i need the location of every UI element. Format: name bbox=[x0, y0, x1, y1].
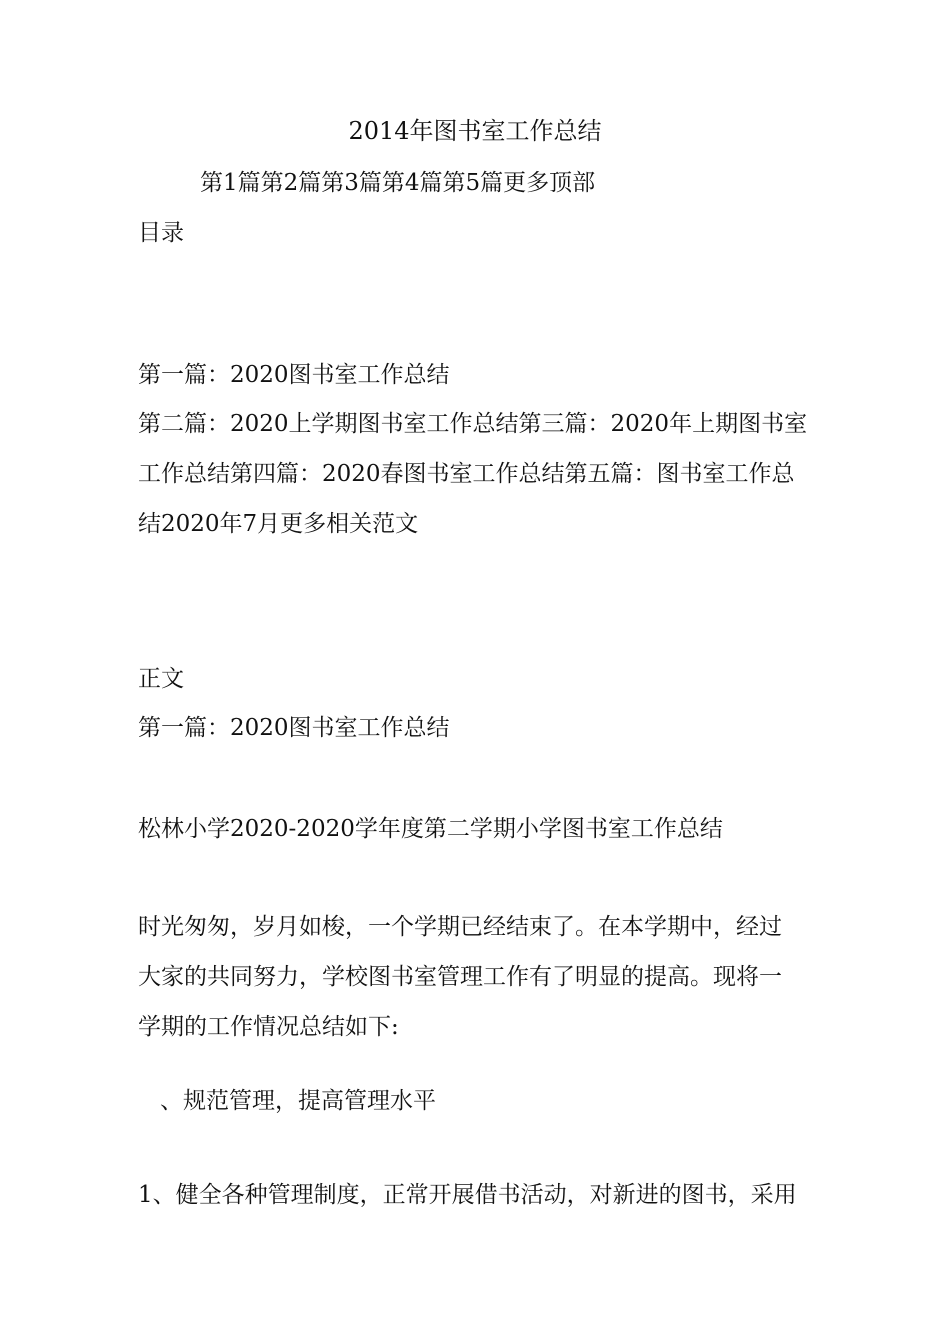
toc-entry: 第一篇：2020图书室工作总结 bbox=[138, 362, 450, 388]
article-subtitle: 松林小学2020-2020学年度第二学期小学图书室工作总结 bbox=[138, 816, 723, 842]
toc-entry: 结2020年7月更多相关范文 bbox=[138, 511, 419, 537]
toc-entry: 工作总结第四篇：2020春图书室工作总结第五篇：图书室工作总 bbox=[138, 461, 795, 487]
chapter-navigation: 第1篇第2篇第3篇第4篇第5篇更多顶部 bbox=[200, 170, 596, 196]
section-heading: 、规范管理，提高管理水平 bbox=[160, 1088, 436, 1114]
toc-entry: 第二篇：2020上学期图书室工作总结第三篇：2020年上期图书室 bbox=[138, 411, 808, 437]
list-item: 1、健全各种管理制度，正常开展借书活动，对新进的图书，采用 bbox=[138, 1182, 797, 1208]
document-title: 2014年图书室工作总结 bbox=[348, 117, 602, 145]
paragraph-line: 时光匆匆，岁月如梭，一个学期已经结束了。在本学期中，经过 bbox=[138, 914, 782, 940]
article-title: 第一篇：2020图书室工作总结 bbox=[138, 715, 450, 741]
paragraph-line: 大家的共同努力，学校图书室管理工作有了明显的提高。现将一 bbox=[138, 964, 782, 990]
toc-heading: 目录 bbox=[138, 220, 184, 246]
body-heading: 正文 bbox=[138, 666, 184, 692]
paragraph-line: 学期的工作情况总结如下: bbox=[138, 1014, 399, 1040]
